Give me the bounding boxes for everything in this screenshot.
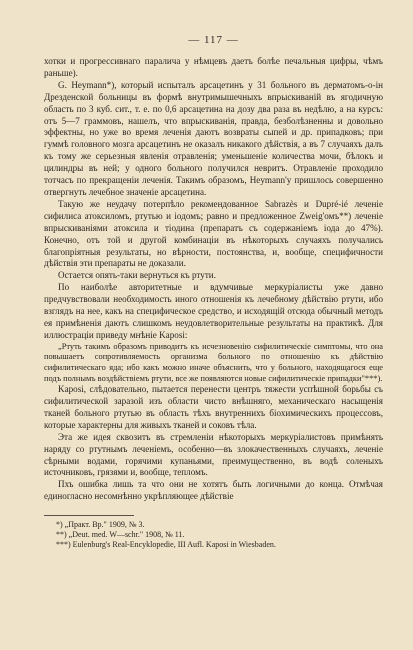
footnote-divider — [44, 515, 134, 516]
paragraph: Остается опять-таки вернуться къ ртути. — [58, 270, 216, 281]
footnote: *) „Практ. Вр." 1909, № 3. — [56, 520, 145, 530]
paragraph: Эта же идея сквозитъ въ стремленіи нѣкоторыхъ меркуріалистовъ примѣнять наряду со ртутнымъ леченіемъ, особенно—въ злокачественныхъ случаяхъ, леченіе сѣрными водами, горячими купаньями, преимущественно, въ водѣ соленыхъ источниковъ, грязями и, вообще, тепломъ. — [44, 431, 383, 478]
paragraph: хотки и прогрессивнаго паралича у нѣмцевъ даетъ болѣе печальныя цифры, чѣмъ раньше). — [44, 56, 383, 78]
paragraph: Kaposi, слѣдовательно, пытается перенести центръ тяжести успѣшной борьбы съ сифилитической заразой изъ области чисто внѣшняго, механическаго насыщенія тканей больного ртутью въ область тѣхъ внутреннихъ біохимическихъ процессовъ, которые характерны для живыхъ тканей и соковъ тѣла. — [44, 384, 383, 430]
footnote: ***) Eulenburg's Real-Encyklopedie, III Aufl. Kaposi in Wiesbaden. — [56, 540, 276, 550]
body-text — [44, 56, 383, 503]
paragraph: По наиболѣе авторитетные и вдумчивые меркуріалисты уже давно предчувствовали необходимость иного отношенія къ лечебному дѣйствію ртути, ибо взглядъ на нее, какъ на специфическое средство, и исходящій отсюда обычный методъ ея примѣненія даютъ слишкомъ неудовлетворительные результаты на практикѣ. Для иллюстраціи приведу мнѣніе Kaposi: — [44, 282, 383, 340]
paragraph: G. Heymann*), который испыталъ арсацетинъ у 31 больного въ дерматомъ-о-ін Дрезденской больницы въ формѣ внутримышечныхъ впрыскиваній въ ягодичную область по 3 куб. сит., т. е. по 0,6 арсацетина на дозу два раза въ недѣлю, а на курсъ: отъ 5—7 граммовъ, нашелъ, что впрыскиванія, правда, безболѣзненны и довольно эффектны, но уже во время леченія даютъ возвраты сыпей и др. припадковъ; при гуммѣ головного мозга арсацетинъ не оказалъ никакого дѣйствія, а въ 7 случаяхъ далъ къ тому же серьезныя явленія отравленія; уменьшеніе количества мочи, бѣлокъ и цилиндры въ ней; у одного больного получился невритъ. Отравленіе проходило тотчасъ по прекращеніи леченія. Такимъ образомъ, Heymann'у пришлось совершенно отвергнуть лечебное значеніе арсацетина. — [44, 79, 383, 197]
footnote: **) „Deut. med. W—schr." 1908, № 11. — [56, 530, 185, 540]
footnotes — [44, 520, 383, 550]
paragraph: Пхъ ошибка лишь та что они не хотятъ быть логичными до конца. Отмѣчая единогласно несомнѣнно укрѣпляющее дѣйствіе — [44, 479, 383, 502]
page-number: — 117 — — [188, 34, 239, 46]
quotation: „Ртуть такимъ образомъ приводитъ къ исчезновенію сифилитическіе симптомы, что она повышаетъ сопротивляемость организма больного по отношенію къ дѣйствію сифилитическаго яда; ибо какъ можно иначе объяснить, что у больного, находящагося еще подъ полнымъ воздѣйствіемъ ртути, все же появляются новые сифилитическіе припадки"***). — [44, 341, 383, 383]
paragraph: Такую же неудачу потерпѣло рекомендованное Sabrazès и Dupré-ié леченіе сифилиса атоксиломъ, ртутью и іодомъ; равно и предложенное Zweig'омъ**) леченіе впрыскиваніями атоксила и тіодина (препаратъ съ содержаніемъ іода до 47%). Конечно, отъ той и другой комбинаціи въ нѣкоторыхъ случаяхъ получались благопріятныя результаты, но вѣрности, постоянства, и, вообще, специфичности дѣйствія эти препараты не доказали. — [44, 198, 383, 269]
